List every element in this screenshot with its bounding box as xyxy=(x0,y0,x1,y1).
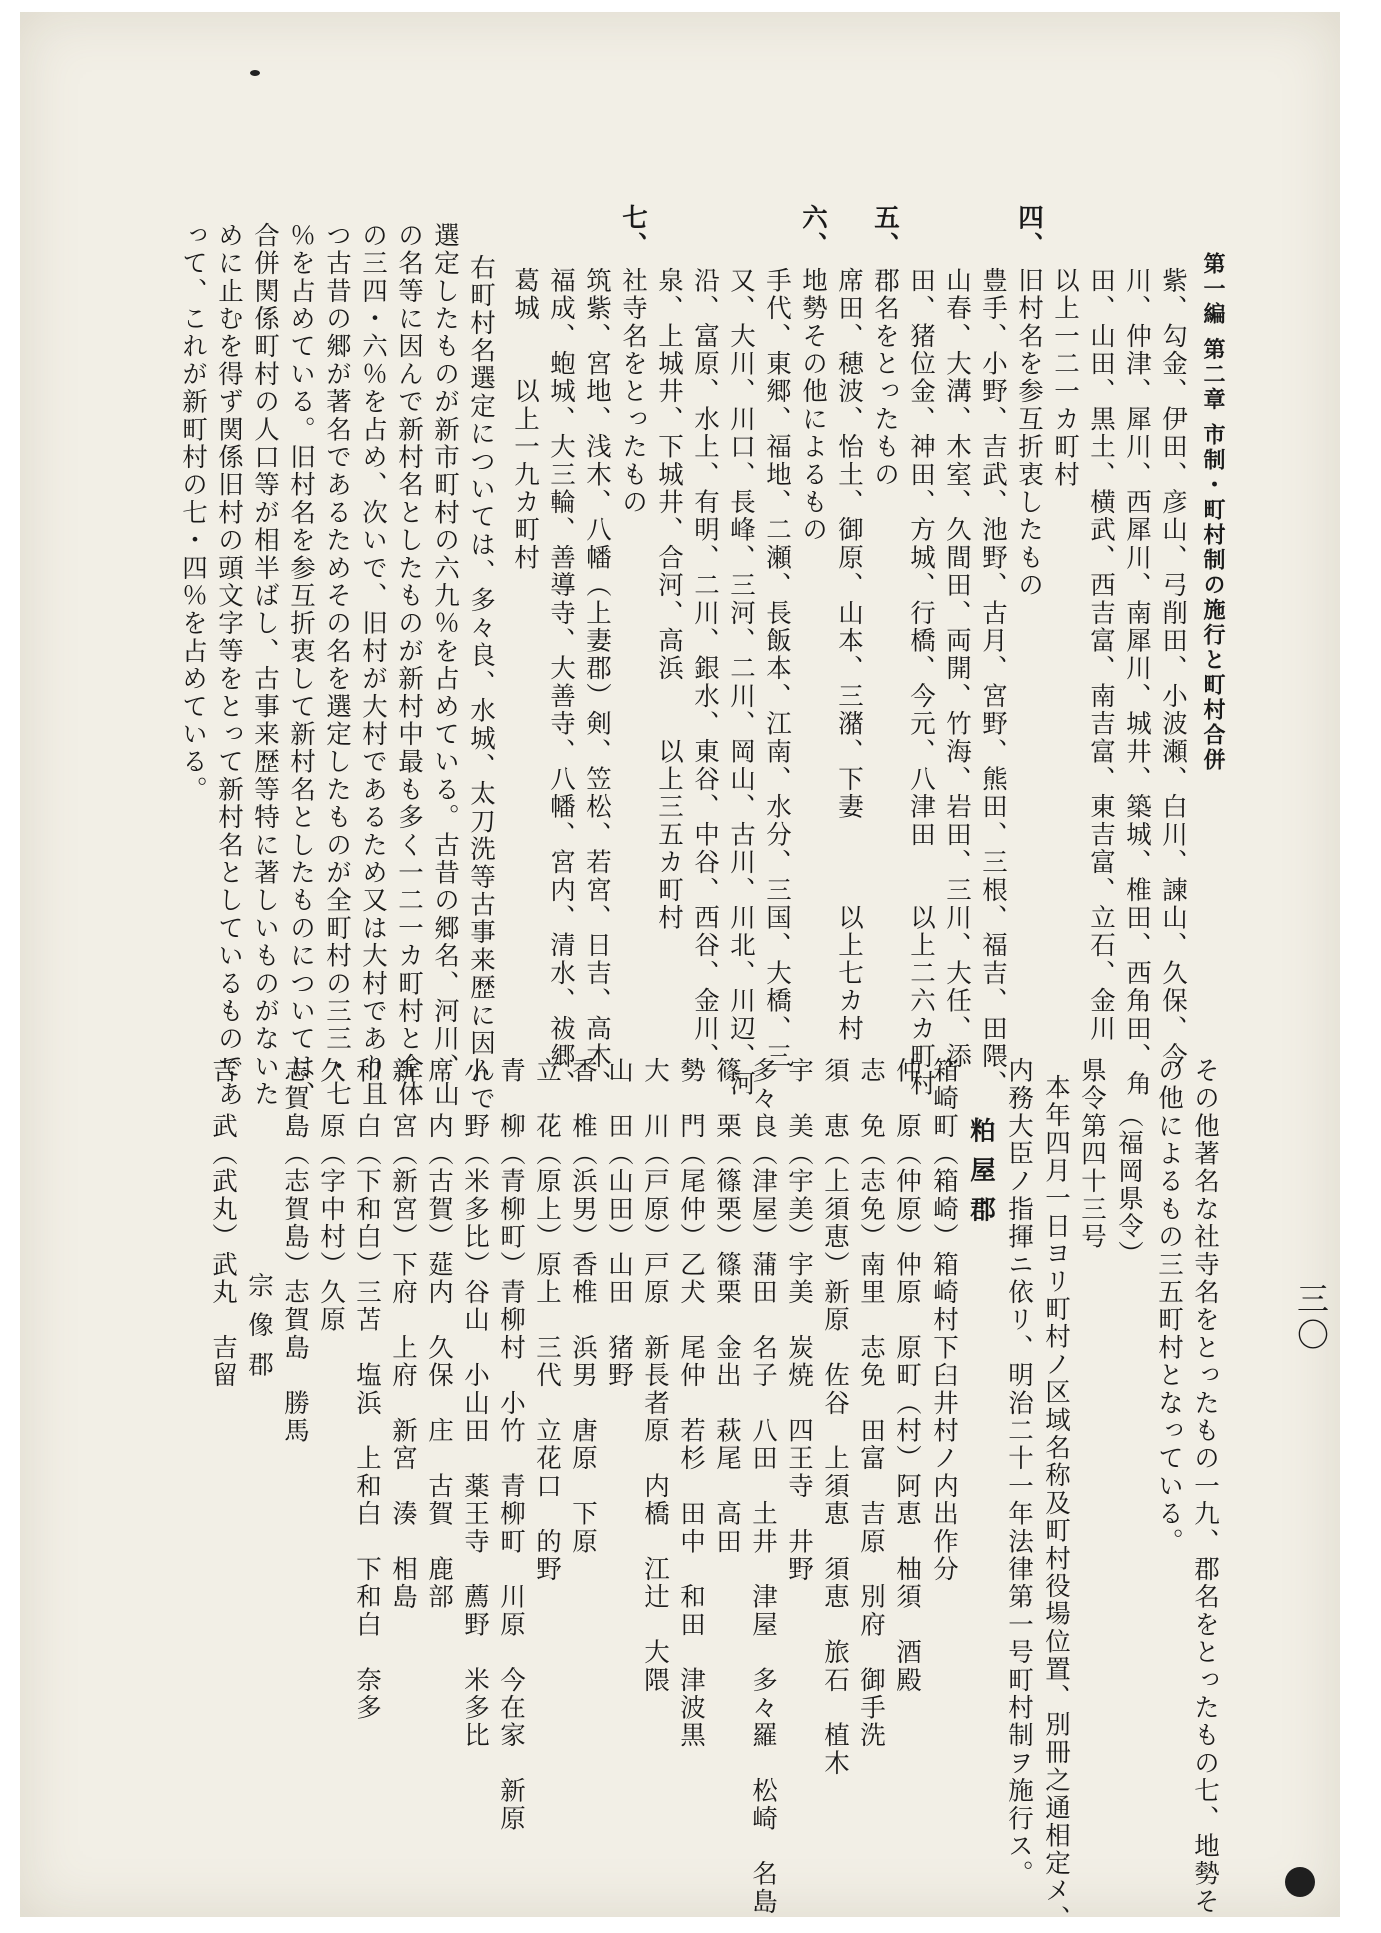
mapping-row: 立 花（原上）原上 三代 立花口 的野 xyxy=(532,1057,562,1584)
intro-line-2: の他によるもの三五町村となっている。 xyxy=(1154,1057,1184,1556)
mapping-row: 志賀島（志賀島）志賀島 勝馬 xyxy=(280,1057,310,1445)
district-kasuya: 粕屋郡 xyxy=(966,1117,996,1236)
section-number-6: 六、 xyxy=(798,204,828,260)
paragraph-line: の名等に因んで新村名としたものが新村中最も多く一二一カ町村と全体 xyxy=(394,222,424,1109)
mapping-row: 青 柳（青柳町）青柳村 小竹 青柳町 川原 今在家 新原 xyxy=(496,1057,526,1833)
mapping-row: 小 野（米多比）谷山 小山田 薬王寺 薦野 米多比 xyxy=(460,1057,490,1750)
list-line: 福成、蚫城、大三輪、善導寺、大善寺、八幡、宮内、清水、祓郷、 xyxy=(546,267,576,1098)
law-line-2: 内務大臣ノ指揮ニ依リ、明治二十一年法律第一号町村制ヲ施行ス。 xyxy=(1004,1057,1034,1888)
list-line: 田、猪位金、神田、方城、行橋、今元、八津田 以上二六カ町村 xyxy=(906,267,936,1098)
mapping-row: 吉 武（武丸）武丸 吉留 xyxy=(208,1057,238,1390)
list-line: 筑紫、宮地、浅木、八幡（上妻郡）剣、笠松、若宮、日吉、高木、 xyxy=(582,267,612,1098)
paragraph-line: って、これが新町村の七・四％を占めている。 xyxy=(178,222,208,804)
ink-speck xyxy=(250,70,260,76)
list-line: 豊手、小野、吉武、池野、古月、宮野、熊田、三根、福吉、田隈、 xyxy=(978,267,1008,1098)
list-line: 山春、大溝、木室、久間田、両開、竹海、岩田、三川、大任、添 xyxy=(942,267,972,1071)
mapping-row: 和 白（下和白）三苫 塩浜 上和白 下和白 奈多 xyxy=(352,1057,382,1722)
mapping-row: 宇 美（宇美）宇美 炭焼 四王寺 井野 xyxy=(784,1057,814,1584)
paragraph-line: の三四・六％を占め、次いで、旧村が大村であるため又は大村であり且 xyxy=(358,222,388,1109)
section-heading: 地勢その他によるもの xyxy=(798,267,828,544)
mapping-row: 大 川（戸原）戸原 新長者原 内橋 江辻 大隈 xyxy=(640,1057,670,1695)
paragraph-line: 右町村名選定については、多々良、水城、太刀洗等古事来歴に因んで xyxy=(466,254,496,1113)
paragraph-line: めに止むを得ず関係旧村の頭文字等をとって新村名としているものであ xyxy=(214,222,244,1109)
list-line: 田、山田、黒土、横武、西吉富、南吉富、東吉富、立石、金川 xyxy=(1086,267,1116,1043)
list-line: 又、大川、川口、長峰、三河、二川、岡山、古川、川北、川辺、河 xyxy=(726,267,756,1098)
paragraph-line: 選定したものが新市町村の六九％を占めている。古昔の郷名、河川、山 xyxy=(430,222,460,1109)
gazette-label: （福岡県令） xyxy=(1114,1102,1144,1269)
mapping-row: 席 内（古賀）莚内 久保 庄 古賀 鹿部 xyxy=(424,1057,454,1611)
section-heading: 旧村名を参互折衷したもの xyxy=(1014,267,1044,600)
mapping-row: 仲 原（仲原）仲原 原町（村）阿恵 柚須 酒殿 xyxy=(892,1057,922,1695)
page-number: 三〇 xyxy=(1292,1282,1330,1354)
list-line: 以上一二一カ町村 xyxy=(1050,267,1080,489)
pref-order-number: 県令第四十三号 xyxy=(1077,1057,1107,1251)
paragraph-line: ％を占めている。旧村名を参互折衷して新村名としたものについては、 xyxy=(286,222,316,1109)
list-line: 泉、上城井、下城井、合河、高浜 以上三五カ町村 xyxy=(654,267,684,932)
book-page xyxy=(20,12,1340,1933)
mapping-row: 勢 門（尾仲）乙犬 尾仲 若杉 田中 和田 津波黒 xyxy=(676,1057,706,1750)
section-number-7: 七、 xyxy=(618,204,648,260)
list-line: 紫、勾金、伊田、彦山、弓削田、小波瀬、白川、諫山、久保、今 xyxy=(1158,267,1188,1071)
district-munakata: 宗像郡 xyxy=(244,1272,274,1391)
list-line: 葛城 以上一九カ町村 xyxy=(510,267,540,572)
mapping-row: 新 宮（新宮）下府 上府 新宮 湊 相島 xyxy=(388,1057,418,1611)
section-heading: 社寺名をとったもの xyxy=(618,267,648,517)
mapping-row: 久 原（字中村）久原 xyxy=(316,1057,346,1334)
mapping-row: 山 田（山田）山田 猪野 xyxy=(604,1057,634,1390)
section-number-5: 五、 xyxy=(870,204,900,260)
mapping-row: 多々良（津屋）蒲田 名子 八田 土井 津屋 多々羅 松崎 名島 xyxy=(748,1057,778,1916)
intro-line-1: その他著名な社寺名をとったもの一九、郡名をとったもの七、地勢そ xyxy=(1190,1057,1220,1916)
paragraph-line: 合併関係町村の人口等が相半ばし、古事来歴等特に著しいものがないた xyxy=(250,222,280,1109)
section-number-4: 四、 xyxy=(1014,204,1044,260)
list-line: 手代、東郷、福地、二瀬、長飯本、江南、水分、三国、大橋、三 xyxy=(762,267,792,1071)
paragraph-line: つ古昔の郷が著名であるためその名を選定したものが全町村の三三・七 xyxy=(322,222,352,1109)
law-line-1: 本年四月一日ヨリ町村ノ区域名称及町村役場位置、別冊之通相定メ、 xyxy=(1041,1074,1071,1933)
mapping-row: 箱崎町（箱崎）箱崎村下臼井村ノ内出作分 xyxy=(929,1057,959,1584)
mapping-row: 篠 栗（篠栗）篠栗 金出 萩尾 高田 xyxy=(712,1057,742,1556)
running-head: 第一編 第二章 市制・町村制の施行と町村合併 xyxy=(1200,252,1226,774)
mapping-row: 香 椎（浜男）香椎 浜男 唐原 下原 xyxy=(568,1057,598,1556)
list-line: 川、仲津、犀川、西犀川、南犀川、城井、築城、椎田、西角田、角 xyxy=(1122,267,1152,1098)
list-line: 席田、穂波、怡土、御原、山本、三潴、下妻 以上七カ村 xyxy=(834,267,864,1043)
list-line: 沿、富原、水上、有明、二川、銀水、東谷、中谷、西谷、金川、 xyxy=(690,267,720,1071)
ink-spot xyxy=(1285,1867,1315,1897)
section-heading: 郡名をとったもの xyxy=(870,267,900,489)
mapping-row: 須 恵（上須恵）新原 佐谷 上須恵 須恵 旅石 植木 xyxy=(820,1057,850,1778)
mapping-row: 志 免（志免）南里 志免 田富 吉原 別府 御手洗 xyxy=(856,1057,886,1750)
